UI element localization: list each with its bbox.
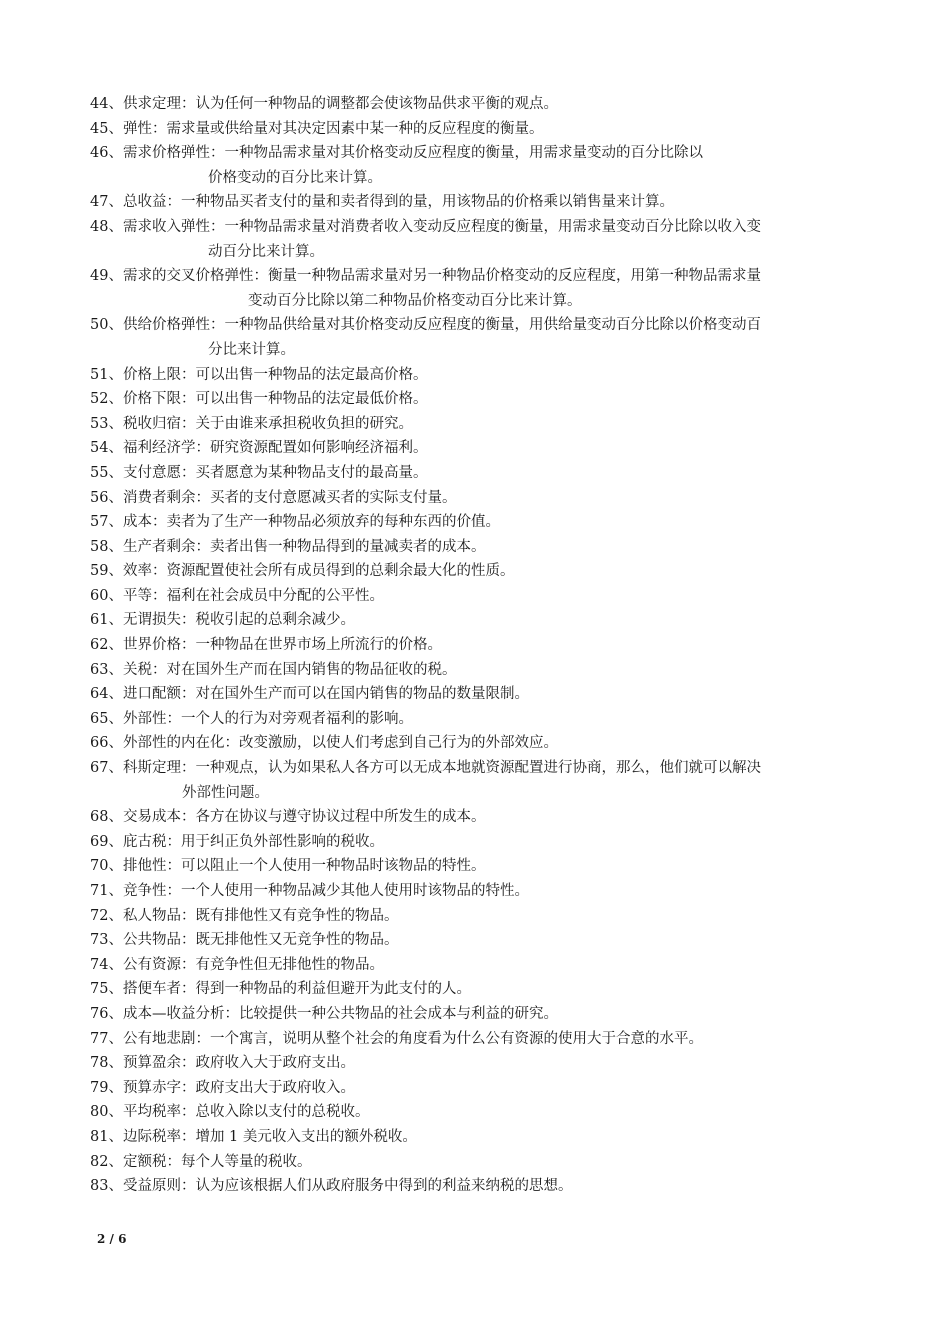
entry-definition: 各方在协议与遵守协议过程中所发生的成本。 [195, 809, 486, 826]
term-separator: ： [180, 760, 196, 777]
entry-first-line [90, 707, 870, 732]
glossary-entry [90, 363, 870, 388]
term-separator: ： [224, 735, 239, 752]
term-separator: ： [180, 907, 196, 924]
glossary-entry [90, 682, 870, 707]
term-separator: ： [180, 366, 196, 383]
glossary-entry [90, 928, 870, 953]
entry-number: 53 [90, 415, 109, 432]
entry-first-line [90, 412, 870, 437]
number-separator: 、 [108, 1178, 123, 1195]
term-separator: ： [180, 637, 196, 654]
entry-definition: 福利在社会成员中分配的公平性。 [166, 587, 384, 604]
term-separator: ： [166, 1153, 181, 1170]
entry-definition: 卖者为了生产一种物品必须放弃的每种东西的价值。 [166, 514, 500, 531]
entry-term: 需求收入弹性 [122, 218, 210, 235]
entry-definition: 一个寓言，说明从整个社会的角度看为什么公有资源的使用大于合意的水平。 [209, 1030, 703, 1047]
glossary-entry [90, 756, 870, 805]
glossary-entry [90, 215, 870, 264]
number-separator: 、 [108, 440, 123, 457]
entry-term: 进口配额 [122, 686, 181, 703]
entry-definition: 可以出售一种物品的法定最高价格。 [195, 366, 428, 383]
entry-first-line [90, 633, 870, 658]
entry-number: 82 [90, 1153, 109, 1170]
entry-number: 80 [90, 1104, 109, 1121]
number-separator: 、 [108, 194, 123, 211]
entry-term: 需求价格弹性 [122, 145, 210, 162]
entry-number: 58 [90, 538, 109, 555]
glossary-entry [90, 559, 870, 584]
entry-first-line [90, 387, 870, 412]
glossary-entry [90, 854, 870, 879]
glossary-entry [90, 510, 870, 535]
glossary-entry [90, 117, 870, 142]
term-separator: ： [166, 858, 181, 875]
entry-definition: 得到一种物品的利益但避开为此支付的人。 [195, 981, 471, 998]
entry-definition: 买者愿意为某种物品支付的最高量。 [195, 464, 428, 481]
entry-first-line [90, 264, 870, 289]
entry-definition: 一个人使用一种物品减少其他人使用时该物品的特性。 [180, 883, 529, 899]
entry-first-line [90, 805, 870, 830]
entry-number: 76 [90, 1005, 109, 1022]
entry-definition: 用于纠正负外部性影响的税收。 [180, 833, 384, 850]
entry-first-line [90, 904, 870, 929]
entry-first-line [90, 363, 870, 388]
entry-number: 54 [90, 440, 109, 457]
glossary-entry [90, 608, 870, 633]
entry-term: 成本 [122, 514, 152, 531]
term-separator: ： [180, 1178, 196, 1195]
glossary-entry [90, 1076, 870, 1101]
number-separator: 、 [108, 661, 123, 678]
entry-term: 关税 [122, 661, 152, 678]
entry-definition: 可以阻止一个人使用一种物品时该物品的特性。 [180, 858, 486, 875]
entry-first-line [90, 1125, 870, 1150]
number-separator: 、 [108, 464, 123, 481]
entry-definition: 认为任何一种物品的调整都会使该物品供求平衡的观点。 [195, 96, 558, 112]
entry-number: 56 [90, 489, 109, 506]
entry-term: 平等 [122, 587, 152, 604]
entry-term: 生产者剩余 [122, 538, 196, 555]
entry-term: 无谓损失 [122, 612, 181, 629]
entry-definition-continuation: 价格变动的百分比来计算。 [208, 169, 382, 186]
number-separator: 、 [108, 415, 123, 432]
term-separator: ： [166, 710, 181, 727]
entry-number: 83 [90, 1178, 109, 1195]
number-separator: 、 [108, 1128, 123, 1145]
term-separator: ： [180, 96, 196, 112]
glossary-entry [90, 1174, 870, 1199]
number-separator: 、 [108, 686, 123, 703]
entry-definition: 关于由谁来承担税收负担的研究。 [195, 415, 413, 432]
entry-definition: 一种物品供给量对其价格变动反应程度的衡量，用供给量变动百分比除以价格变动百 [224, 317, 761, 334]
term-separator: ： [151, 120, 167, 137]
number-separator: 、 [108, 1104, 123, 1121]
glossary-entry [90, 436, 870, 461]
entry-term: 福利经济学 [122, 440, 196, 457]
entry-number: 52 [90, 391, 109, 408]
entry-first-line [90, 1150, 870, 1175]
entry-first-line [90, 953, 870, 978]
term-separator: ： [151, 661, 167, 678]
term-separator: ： [180, 612, 196, 629]
entry-number: 75 [90, 981, 109, 998]
entry-definition: 一种物品需求量对消费者收入变动反应程度的衡量，用需求量变动百分比除以收入变 [224, 218, 761, 235]
entry-definition: 有竞争性但无排他性的物品。 [195, 956, 384, 973]
entry-number: 50 [90, 317, 109, 334]
term-separator: ： [180, 981, 196, 998]
entry-first-line [90, 1002, 870, 1027]
entry-term: 外部性的内在化 [122, 735, 225, 752]
entry-number: 72 [90, 907, 109, 924]
number-separator: 、 [108, 858, 123, 875]
glossary-entry [90, 1002, 870, 1027]
term-separator: ： [180, 464, 196, 481]
number-separator: 、 [108, 1030, 123, 1047]
entry-definition: 改变激励，以使人们考虑到自己行为的外部效应。 [238, 735, 558, 752]
entry-definition: 可以出售一种物品的法定最低价格。 [195, 391, 428, 408]
number-separator: 、 [108, 1055, 123, 1072]
term-separator: ： [180, 1055, 196, 1072]
entry-number: 65 [90, 710, 109, 727]
entry-definition: 每个人等量的税收。 [180, 1153, 312, 1170]
entry-term: 需求的交叉价格弹性 [122, 268, 254, 285]
number-separator: 、 [108, 366, 123, 383]
entry-first-line [90, 1051, 870, 1076]
number-separator: 、 [108, 637, 123, 654]
entry-definition: 对在国外生产而在国内销售的物品征收的税。 [166, 661, 457, 678]
entry-definition: 研究资源配置如何影响经济福利。 [209, 440, 428, 457]
number-separator: 、 [108, 391, 123, 408]
entry-first-line [90, 436, 870, 461]
glossary-entry [90, 264, 870, 313]
entry-definition: 政府支出大于政府收入。 [195, 1079, 355, 1096]
entry-term: 定额税 [122, 1153, 167, 1170]
entry-term: 公有地悲剧 [122, 1030, 196, 1047]
glossary-entry [90, 731, 870, 756]
term-separator: ： [166, 833, 181, 850]
entry-definition: 一种物品买者支付的量和卖者得到的量，用该物品的价格乘以销售量来计算。 [180, 194, 674, 211]
entry-first-line [90, 1174, 870, 1199]
number-separator: 、 [108, 96, 123, 112]
glossary-entry [90, 1125, 870, 1150]
term-separator: ： [180, 415, 196, 432]
entry-first-line [90, 830, 870, 855]
entry-term: 供给价格弹性 [122, 317, 210, 334]
entry-definition: 税收引起的总剩余减少。 [195, 612, 355, 629]
entry-number: 57 [90, 514, 109, 531]
glossary-entry [90, 535, 870, 560]
entry-number: 63 [90, 661, 109, 678]
entry-definition: 总收入除以支付的总税收。 [195, 1104, 370, 1121]
glossary-entry [90, 387, 870, 412]
entry-definition: 增加 1 美元收入支出的额外税收。 [195, 1128, 417, 1145]
entry-number: 79 [90, 1079, 109, 1096]
glossary-entry [90, 633, 870, 658]
entry-term: 公共物品 [122, 932, 181, 949]
entry-number: 66 [90, 735, 109, 752]
entry-first-line [90, 535, 870, 560]
entry-first-line [90, 977, 870, 1002]
entry-definition: 资源配置使社会所有成员得到的总剩余最大化的性质。 [166, 563, 515, 580]
entry-first-line [90, 658, 870, 683]
entry-number: 81 [90, 1128, 109, 1145]
number-separator: 、 [108, 218, 123, 235]
number-separator: 、 [108, 563, 123, 580]
entry-first-line [90, 756, 870, 781]
number-separator: 、 [108, 809, 123, 826]
entry-number: 62 [90, 637, 109, 654]
number-separator: 、 [108, 760, 123, 777]
entry-definition: 一种观点，认为如果私人各方可以无成本地就资源配置进行协商，那么，他们就可以解决 [195, 760, 761, 777]
entry-definition: 既有排他性又有竞争性的物品。 [195, 907, 399, 924]
entry-first-line [90, 928, 870, 953]
entry-first-line [90, 215, 870, 240]
number-separator: 、 [108, 268, 123, 285]
entry-term: 预算盈余 [122, 1055, 181, 1072]
entry-definition: 认为应该根据人们从政府服务中得到的利益来纳税的思想。 [195, 1178, 573, 1195]
term-separator: ： [180, 1079, 196, 1096]
entry-term: 价格下限 [122, 391, 181, 408]
glossary-entry [90, 707, 870, 732]
number-separator: 、 [108, 514, 123, 531]
entry-first-line [90, 190, 870, 215]
entry-term: 平均税率 [122, 1104, 181, 1121]
entry-term: 庇古税 [122, 833, 167, 850]
entry-number: 59 [90, 563, 109, 580]
entry-number: 60 [90, 587, 109, 604]
entry-term: 支付意愿 [122, 464, 181, 481]
entry-number: 74 [90, 956, 109, 973]
term-separator: ： [195, 440, 210, 457]
entry-definition: 既无排他性又无竞争性的物品。 [195, 932, 399, 949]
term-separator: ： [180, 932, 196, 949]
number-separator: 、 [108, 1079, 123, 1096]
entry-number: 64 [90, 686, 109, 703]
entry-term: 效率 [122, 563, 152, 580]
glossary-entry [90, 830, 870, 855]
entry-definition-continuation: 分比来计算。 [208, 341, 295, 358]
term-separator: ： [180, 686, 196, 703]
entry-term: 世界价格 [122, 637, 181, 654]
number-separator: 、 [108, 710, 123, 727]
number-separator: 、 [108, 907, 123, 924]
glossary-entry [90, 412, 870, 437]
glossary-list [90, 92, 870, 1199]
number-separator: 、 [108, 1153, 123, 1170]
number-separator: 、 [108, 145, 123, 162]
term-separator: ： [180, 956, 196, 973]
term-separator: ： [180, 1128, 196, 1145]
page-number: 2 / 6 [97, 1232, 127, 1246]
term-separator: ： [195, 1030, 210, 1047]
entry-first-line [90, 117, 870, 142]
glossary-entry [90, 904, 870, 929]
entry-term: 搭便车者 [122, 981, 181, 998]
entry-term: 供求定理 [122, 96, 181, 112]
glossary-entry [90, 953, 870, 978]
entry-term: 边际税率 [122, 1128, 181, 1145]
entry-first-line [90, 731, 870, 756]
term-separator: ： [195, 538, 210, 555]
entry-first-line [90, 510, 870, 535]
entry-first-line [90, 559, 870, 584]
entry-definition: 一种物品在世界市场上所流行的价格。 [195, 637, 442, 654]
glossary-entry [90, 977, 870, 1002]
glossary-entry [90, 1051, 870, 1076]
entry-first-line [90, 608, 870, 633]
entry-term: 外部性 [122, 710, 167, 727]
entry-number: 71 [90, 883, 109, 899]
number-separator: 、 [108, 1005, 123, 1022]
entry-term: 交易成本 [122, 809, 181, 826]
entry-first-line [90, 584, 870, 609]
term-separator: ： [253, 268, 268, 285]
glossary-entry [90, 461, 870, 486]
entry-first-line [90, 854, 870, 879]
entry-definition: 买者的支付意愿减买者的实际支付量。 [209, 489, 457, 506]
entry-first-line [90, 879, 870, 904]
entry-term: 成本—收益分析 [122, 1005, 225, 1022]
entry-definition: 一种物品需求量对其价格变动反应程度的衡量，用需求量变动的百分比除以 [224, 145, 703, 162]
entry-definition: 一个人的行为对旁观者福利的影响。 [180, 710, 413, 727]
entry-number: 61 [90, 612, 109, 629]
entry-first-line [90, 92, 870, 117]
term-separator: ： [166, 883, 181, 899]
entry-definition-continuation: 变动百分比除以第二种物品价格变动百分比来计算。 [248, 292, 582, 309]
entry-term: 公有资源 [122, 956, 181, 973]
glossary-entry [90, 313, 870, 362]
entry-term: 税收归宿 [122, 415, 181, 432]
number-separator: 、 [108, 981, 123, 998]
glossary-entry [90, 1027, 870, 1052]
entry-number: 73 [90, 932, 109, 949]
glossary-entry [90, 879, 870, 904]
entry-number: 48 [90, 218, 109, 235]
number-separator: 、 [108, 489, 123, 506]
number-separator: 、 [108, 956, 123, 973]
entry-term: 私人物品 [122, 907, 181, 924]
entry-number: 69 [90, 833, 109, 850]
number-separator: 、 [108, 587, 123, 604]
term-separator: ： [195, 489, 210, 506]
entry-definition: 政府收入大于政府支出。 [195, 1055, 355, 1072]
entry-number: 70 [90, 858, 109, 875]
entry-definition: 卖者出售一种物品得到的量减卖者的成本。 [209, 538, 486, 555]
entry-first-line [90, 1027, 870, 1052]
glossary-entry [90, 584, 870, 609]
entry-number: 77 [90, 1030, 109, 1047]
entry-term: 排他性 [122, 858, 167, 875]
term-separator: ： [180, 809, 196, 826]
entry-first-line [90, 682, 870, 707]
number-separator: 、 [108, 735, 123, 752]
entry-term: 受益原则 [122, 1178, 181, 1195]
entry-number: 78 [90, 1055, 109, 1072]
number-separator: 、 [108, 833, 123, 850]
entry-term: 消费者剩余 [122, 489, 196, 506]
entry-number: 47 [90, 194, 109, 211]
entry-number: 45 [90, 120, 109, 137]
glossary-entry [90, 486, 870, 511]
entry-number: 55 [90, 464, 109, 481]
entry-definition: 对在国外生产而可以在国内销售的物品的数量限制。 [195, 686, 529, 703]
term-separator: ： [166, 194, 181, 211]
entry-number: 44 [90, 96, 109, 112]
entry-term: 科斯定理 [122, 760, 181, 777]
glossary-entry [90, 805, 870, 830]
entry-first-line [90, 461, 870, 486]
term-separator: ： [209, 218, 225, 235]
term-separator: ： [209, 145, 225, 162]
number-separator: 、 [108, 538, 123, 555]
entry-definition-continuation: 动百分比来计算。 [208, 243, 324, 260]
entry-term: 价格上限 [122, 366, 181, 383]
term-separator: ： [151, 563, 167, 580]
entry-first-line [90, 313, 870, 338]
number-separator: 、 [108, 120, 123, 137]
number-separator: 、 [108, 317, 123, 334]
term-separator: ： [209, 317, 225, 334]
entry-first-line [90, 1100, 870, 1125]
number-separator: 、 [108, 612, 123, 629]
entry-number: 49 [90, 268, 109, 285]
term-separator: ： [180, 1104, 196, 1121]
term-separator: ： [151, 514, 167, 531]
glossary-entry [90, 1100, 870, 1125]
entry-number: 46 [90, 145, 109, 162]
entry-number: 67 [90, 760, 109, 777]
term-separator: ： [151, 587, 167, 604]
glossary-entry [90, 92, 870, 117]
entry-number: 68 [90, 809, 109, 826]
glossary-entry [90, 190, 870, 215]
entry-number: 51 [90, 366, 109, 383]
number-separator: 、 [108, 932, 123, 949]
entry-first-line [90, 486, 870, 511]
entry-first-line [90, 141, 870, 166]
glossary-entry [90, 141, 870, 190]
entry-definition: 需求量或供给量对其决定因素中某一种的反应程度的衡量。 [166, 120, 544, 137]
entry-term: 预算赤字 [122, 1079, 181, 1096]
glossary-entry [90, 658, 870, 683]
glossary-entry [90, 1150, 870, 1175]
entry-term: 竞争性 [122, 883, 167, 899]
number-separator: 、 [108, 883, 123, 899]
term-separator: ： [180, 391, 196, 408]
entry-definition: 比较提供一种公共物品的社会成本与利益的研究。 [238, 1005, 558, 1022]
entry-definition: 衡量一种物品需求量对另一种物品价格变动的反应程度，用第一种物品需求量 [267, 268, 761, 285]
entry-first-line [90, 1076, 870, 1101]
entry-term: 总收益 [122, 194, 167, 211]
entry-definition-continuation: 外部性问题。 [182, 784, 269, 801]
entry-term: 弹性 [122, 120, 152, 137]
term-separator: ： [224, 1005, 239, 1022]
